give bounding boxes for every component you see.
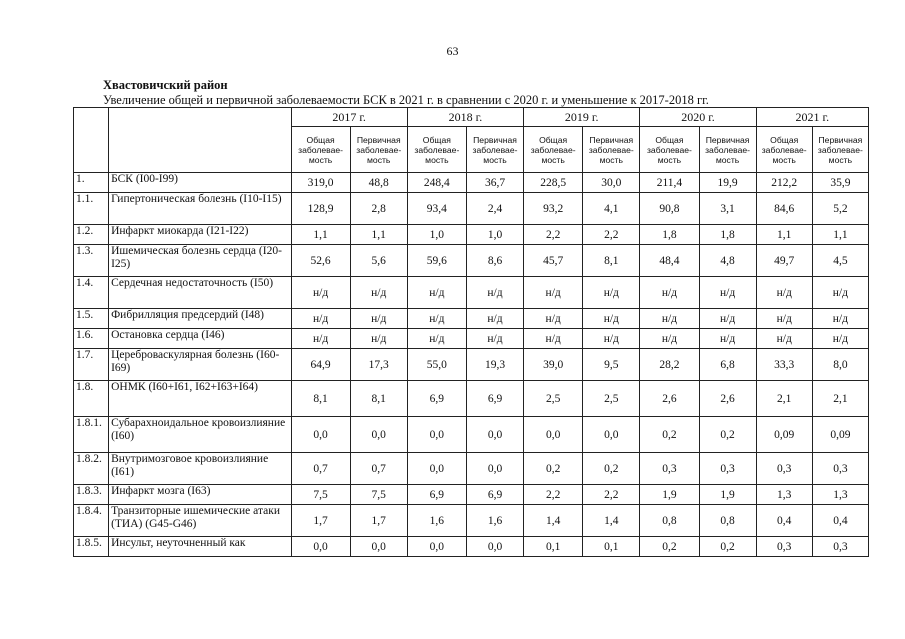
row-code: 1.3. [74, 245, 109, 277]
primary-morbidity-header: Первичная заболевае-мость [812, 127, 868, 173]
primary-morbidity-cell: 36,7 [466, 173, 523, 193]
general-morbidity-cell: 0,0 [407, 417, 466, 453]
primary-morbidity-header: Первичная заболевае-мость [466, 127, 523, 173]
general-morbidity-cell: 45,7 [524, 245, 583, 277]
table-row [74, 225, 869, 245]
primary-morbidity-cell: 0,0 [466, 417, 523, 453]
general-morbidity-cell: 64,9 [291, 349, 350, 381]
primary-morbidity-cell: н/д [812, 329, 868, 349]
general-morbidity-cell: н/д [756, 277, 812, 309]
general-morbidity-cell: н/д [524, 277, 583, 309]
row-name: Транзиторные ишемические атаки (ТИА) (G45-G46) [109, 505, 291, 537]
year-header: 2019 г. [524, 108, 640, 127]
table-row [74, 505, 869, 537]
primary-morbidity-cell: 8,6 [466, 245, 523, 277]
general-morbidity-header: Общая заболевае-мость [291, 127, 350, 173]
general-morbidity-cell: 6,9 [407, 381, 466, 417]
table-row [74, 193, 869, 225]
general-morbidity-cell: 319,0 [291, 173, 350, 193]
general-morbidity-cell: 248,4 [407, 173, 466, 193]
primary-morbidity-cell: 0,4 [812, 505, 868, 537]
table-row [74, 417, 869, 453]
row-name: Инсульт, неуточненный как [109, 537, 291, 557]
general-morbidity-cell: 49,7 [756, 245, 812, 277]
primary-morbidity-cell: 4,8 [699, 245, 756, 277]
general-morbidity-cell: 84,6 [756, 193, 812, 225]
row-code: 1.8.5. [74, 537, 109, 557]
row-name: Сердечная недостаточность (I50) [109, 277, 291, 309]
row-name: ОНМК (I60+I61, I62+I63+I64) [109, 381, 291, 417]
general-morbidity-cell: н/д [407, 329, 466, 349]
primary-morbidity-cell: 8,0 [812, 349, 868, 381]
primary-morbidity-cell: 0,8 [699, 505, 756, 537]
general-morbidity-cell: 55,0 [407, 349, 466, 381]
general-morbidity-cell: 1,1 [756, 225, 812, 245]
row-name: Инфаркт миокарда (I21-I22) [109, 225, 291, 245]
row-name: Остановка сердца (I46) [109, 329, 291, 349]
general-morbidity-cell: н/д [640, 277, 699, 309]
row-name: Цереброваскулярная болезнь (I60-I69) [109, 349, 291, 381]
general-morbidity-cell: 6,9 [407, 485, 466, 505]
primary-morbidity-cell: н/д [466, 329, 523, 349]
general-morbidity-cell: 1,0 [407, 225, 466, 245]
primary-morbidity-cell: 30,0 [583, 173, 640, 193]
primary-morbidity-cell: 0,0 [350, 537, 407, 557]
general-morbidity-cell: 1,3 [756, 485, 812, 505]
general-morbidity-cell: 0,2 [524, 453, 583, 485]
primary-morbidity-cell: 2,2 [583, 485, 640, 505]
primary-morbidity-cell: 1,3 [812, 485, 868, 505]
primary-morbidity-cell: 2,4 [466, 193, 523, 225]
table-body [74, 173, 869, 557]
primary-morbidity-cell: н/д [583, 277, 640, 309]
general-morbidity-cell: н/д [524, 329, 583, 349]
general-morbidity-cell: 228,5 [524, 173, 583, 193]
primary-morbidity-cell: 1,0 [466, 225, 523, 245]
primary-morbidity-cell: 0,2 [699, 537, 756, 557]
primary-morbidity-cell: 4,5 [812, 245, 868, 277]
general-morbidity-cell: 128,9 [291, 193, 350, 225]
primary-morbidity-cell: 6,9 [466, 485, 523, 505]
row-code: 1.4. [74, 277, 109, 309]
general-morbidity-cell: н/д [524, 309, 583, 329]
general-morbidity-cell: 7,5 [291, 485, 350, 505]
primary-morbidity-header: Первичная заболевае-мость [699, 127, 756, 173]
general-morbidity-cell: 0,7 [291, 453, 350, 485]
general-morbidity-cell: 0,8 [640, 505, 699, 537]
general-morbidity-cell: 59,6 [407, 245, 466, 277]
primary-morbidity-cell: 1,1 [350, 225, 407, 245]
general-morbidity-cell: 2,6 [640, 381, 699, 417]
primary-morbidity-cell: 2,8 [350, 193, 407, 225]
general-morbidity-cell: 0,0 [524, 417, 583, 453]
primary-morbidity-cell: 3,1 [699, 193, 756, 225]
name-header [109, 108, 291, 173]
general-morbidity-cell: н/д [640, 329, 699, 349]
table-row [74, 329, 869, 349]
general-morbidity-cell: 1,6 [407, 505, 466, 537]
row-code: 1.1. [74, 193, 109, 225]
general-morbidity-cell: 93,4 [407, 193, 466, 225]
year-header: 2018 г. [407, 108, 523, 127]
row-code: 1.8. [74, 381, 109, 417]
table-row [74, 381, 869, 417]
primary-morbidity-cell: 0,0 [350, 417, 407, 453]
primary-morbidity-cell: 7,5 [350, 485, 407, 505]
primary-morbidity-cell: 1,9 [699, 485, 756, 505]
row-name: Ишемическая болезнь сердца (I20-I25) [109, 245, 291, 277]
primary-morbidity-header: Первичная заболевае-мость [583, 127, 640, 173]
primary-morbidity-cell: 0,09 [812, 417, 868, 453]
primary-morbidity-cell: 0,3 [812, 453, 868, 485]
primary-morbidity-cell: н/д [350, 277, 407, 309]
general-morbidity-cell: 2,2 [524, 225, 583, 245]
primary-morbidity-cell: 0,2 [583, 453, 640, 485]
primary-morbidity-cell: н/д [350, 329, 407, 349]
general-morbidity-cell: 0,4 [756, 505, 812, 537]
row-name: Внутримозговое кровоизлияние (I61) [109, 453, 291, 485]
row-code: 1.7. [74, 349, 109, 381]
row-code: 1.8.1. [74, 417, 109, 453]
primary-morbidity-cell: 0,0 [583, 417, 640, 453]
primary-morbidity-cell: 1,6 [466, 505, 523, 537]
primary-morbidity-cell: 9,5 [583, 349, 640, 381]
table-row [74, 309, 869, 329]
row-code: 1. [74, 173, 109, 193]
general-morbidity-cell: н/д [291, 277, 350, 309]
general-morbidity-cell: 8,1 [291, 381, 350, 417]
primary-morbidity-cell: 2,5 [583, 381, 640, 417]
table-row [74, 537, 869, 557]
primary-morbidity-cell: н/д [583, 329, 640, 349]
morbidity-table [73, 107, 869, 557]
general-morbidity-cell: 33,3 [756, 349, 812, 381]
general-morbidity-cell: 52,6 [291, 245, 350, 277]
page-number: 63 [446, 44, 459, 58]
row-code: 1.2. [74, 225, 109, 245]
general-morbidity-cell: 48,4 [640, 245, 699, 277]
primary-morbidity-cell: н/д [583, 309, 640, 329]
general-morbidity-cell: 0,09 [756, 417, 812, 453]
primary-morbidity-cell: н/д [699, 329, 756, 349]
primary-morbidity-cell: н/д [466, 309, 523, 329]
year-header: 2021 г. [756, 108, 868, 127]
row-name: Гипертоническая болезнь (I10-I15) [109, 193, 291, 225]
primary-morbidity-cell: н/д [699, 277, 756, 309]
general-morbidity-cell: н/д [291, 309, 350, 329]
primary-morbidity-cell: 8,1 [583, 245, 640, 277]
primary-morbidity-cell: н/д [699, 309, 756, 329]
primary-morbidity-cell: 1,8 [699, 225, 756, 245]
table-caption: Увеличение общей и первичной заболеваемости БСК в 2021 г. в сравнении с 2020 г. и уменьшение к 2017-2018 гг. [103, 93, 709, 107]
general-morbidity-cell: 0,0 [291, 537, 350, 557]
general-morbidity-cell: 0,3 [756, 537, 812, 557]
general-morbidity-cell: 211,4 [640, 173, 699, 193]
table-row [74, 485, 869, 505]
general-morbidity-cell: н/д [756, 309, 812, 329]
general-morbidity-cell: 1,1 [291, 225, 350, 245]
general-morbidity-cell: 0,0 [291, 417, 350, 453]
general-morbidity-cell: 0,3 [640, 453, 699, 485]
primary-morbidity-cell: 48,8 [350, 173, 407, 193]
general-morbidity-cell: 0,1 [524, 537, 583, 557]
general-morbidity-cell: 1,7 [291, 505, 350, 537]
year-header: 2020 г. [640, 108, 756, 127]
general-morbidity-cell: н/д [407, 309, 466, 329]
general-morbidity-cell: 2,5 [524, 381, 583, 417]
primary-morbidity-cell: 0,1 [583, 537, 640, 557]
primary-morbidity-cell: 0,0 [466, 453, 523, 485]
general-morbidity-cell: н/д [640, 309, 699, 329]
primary-morbidity-cell: 6,9 [466, 381, 523, 417]
general-morbidity-header: Общая заболевае-мость [756, 127, 812, 173]
district-title: Хвастовичский район [103, 78, 228, 92]
general-morbidity-cell: 2,1 [756, 381, 812, 417]
primary-morbidity-cell: н/д [350, 309, 407, 329]
table-row [74, 245, 869, 277]
primary-morbidity-cell: 4,1 [583, 193, 640, 225]
general-morbidity-cell: 1,4 [524, 505, 583, 537]
general-morbidity-cell: 1,9 [640, 485, 699, 505]
general-morbidity-cell: 0,0 [407, 537, 466, 557]
primary-morbidity-cell: 0,7 [350, 453, 407, 485]
row-name: Субарахноидальное кровоизлияние (I60) [109, 417, 291, 453]
general-morbidity-cell: 90,8 [640, 193, 699, 225]
primary-morbidity-cell: 0,3 [699, 453, 756, 485]
primary-morbidity-cell: 19,9 [699, 173, 756, 193]
table-row [74, 453, 869, 485]
general-morbidity-header: Общая заболевае-мость [407, 127, 466, 173]
primary-morbidity-cell: 0,0 [466, 537, 523, 557]
row-code: 1.5. [74, 309, 109, 329]
general-morbidity-cell: 212,2 [756, 173, 812, 193]
general-morbidity-header: Общая заболевае-мость [640, 127, 699, 173]
row-code: 1.8.2. [74, 453, 109, 485]
general-morbidity-cell: 0,2 [640, 417, 699, 453]
primary-morbidity-cell: 5,6 [350, 245, 407, 277]
code-header [74, 108, 109, 173]
year-header-row [74, 108, 869, 127]
primary-morbidity-cell: 1,7 [350, 505, 407, 537]
primary-morbidity-cell: 5,2 [812, 193, 868, 225]
row-code: 1.6. [74, 329, 109, 349]
primary-morbidity-cell: 19,3 [466, 349, 523, 381]
general-morbidity-cell: 39,0 [524, 349, 583, 381]
general-morbidity-cell: н/д [407, 277, 466, 309]
primary-morbidity-header: Первичная заболевае-мость [350, 127, 407, 173]
primary-morbidity-cell: 6,8 [699, 349, 756, 381]
row-name: Инфаркт мозга (I63) [109, 485, 291, 505]
primary-morbidity-cell: 35,9 [812, 173, 868, 193]
primary-morbidity-cell: 0,2 [699, 417, 756, 453]
general-morbidity-cell: 28,2 [640, 349, 699, 381]
general-morbidity-header: Общая заболевае-мость [524, 127, 583, 173]
general-morbidity-cell: 93,2 [524, 193, 583, 225]
primary-morbidity-cell: 2,2 [583, 225, 640, 245]
primary-morbidity-cell: 17,3 [350, 349, 407, 381]
primary-morbidity-cell: н/д [466, 277, 523, 309]
primary-morbidity-cell: 2,1 [812, 381, 868, 417]
row-name: Фибрилляция предсердий (I48) [109, 309, 291, 329]
primary-morbidity-cell: н/д [812, 309, 868, 329]
primary-morbidity-cell: 1,1 [812, 225, 868, 245]
general-morbidity-cell: 1,8 [640, 225, 699, 245]
row-name: БСК (I00-I99) [109, 173, 291, 193]
primary-morbidity-cell: 1,4 [583, 505, 640, 537]
general-morbidity-cell: 0,0 [407, 453, 466, 485]
general-morbidity-cell: н/д [291, 329, 350, 349]
general-morbidity-cell: 2,2 [524, 485, 583, 505]
primary-morbidity-cell: 0,3 [812, 537, 868, 557]
primary-morbidity-cell: н/д [812, 277, 868, 309]
general-morbidity-cell: н/д [756, 329, 812, 349]
year-header: 2017 г. [291, 108, 407, 127]
primary-morbidity-cell: 2,6 [699, 381, 756, 417]
table-row [74, 349, 869, 381]
primary-morbidity-cell: 8,1 [350, 381, 407, 417]
table-row [74, 173, 869, 193]
general-morbidity-cell: 0,3 [756, 453, 812, 485]
row-code: 1.8.3. [74, 485, 109, 505]
table-row [74, 277, 869, 309]
general-morbidity-cell: 0,2 [640, 537, 699, 557]
row-code: 1.8.4. [74, 505, 109, 537]
